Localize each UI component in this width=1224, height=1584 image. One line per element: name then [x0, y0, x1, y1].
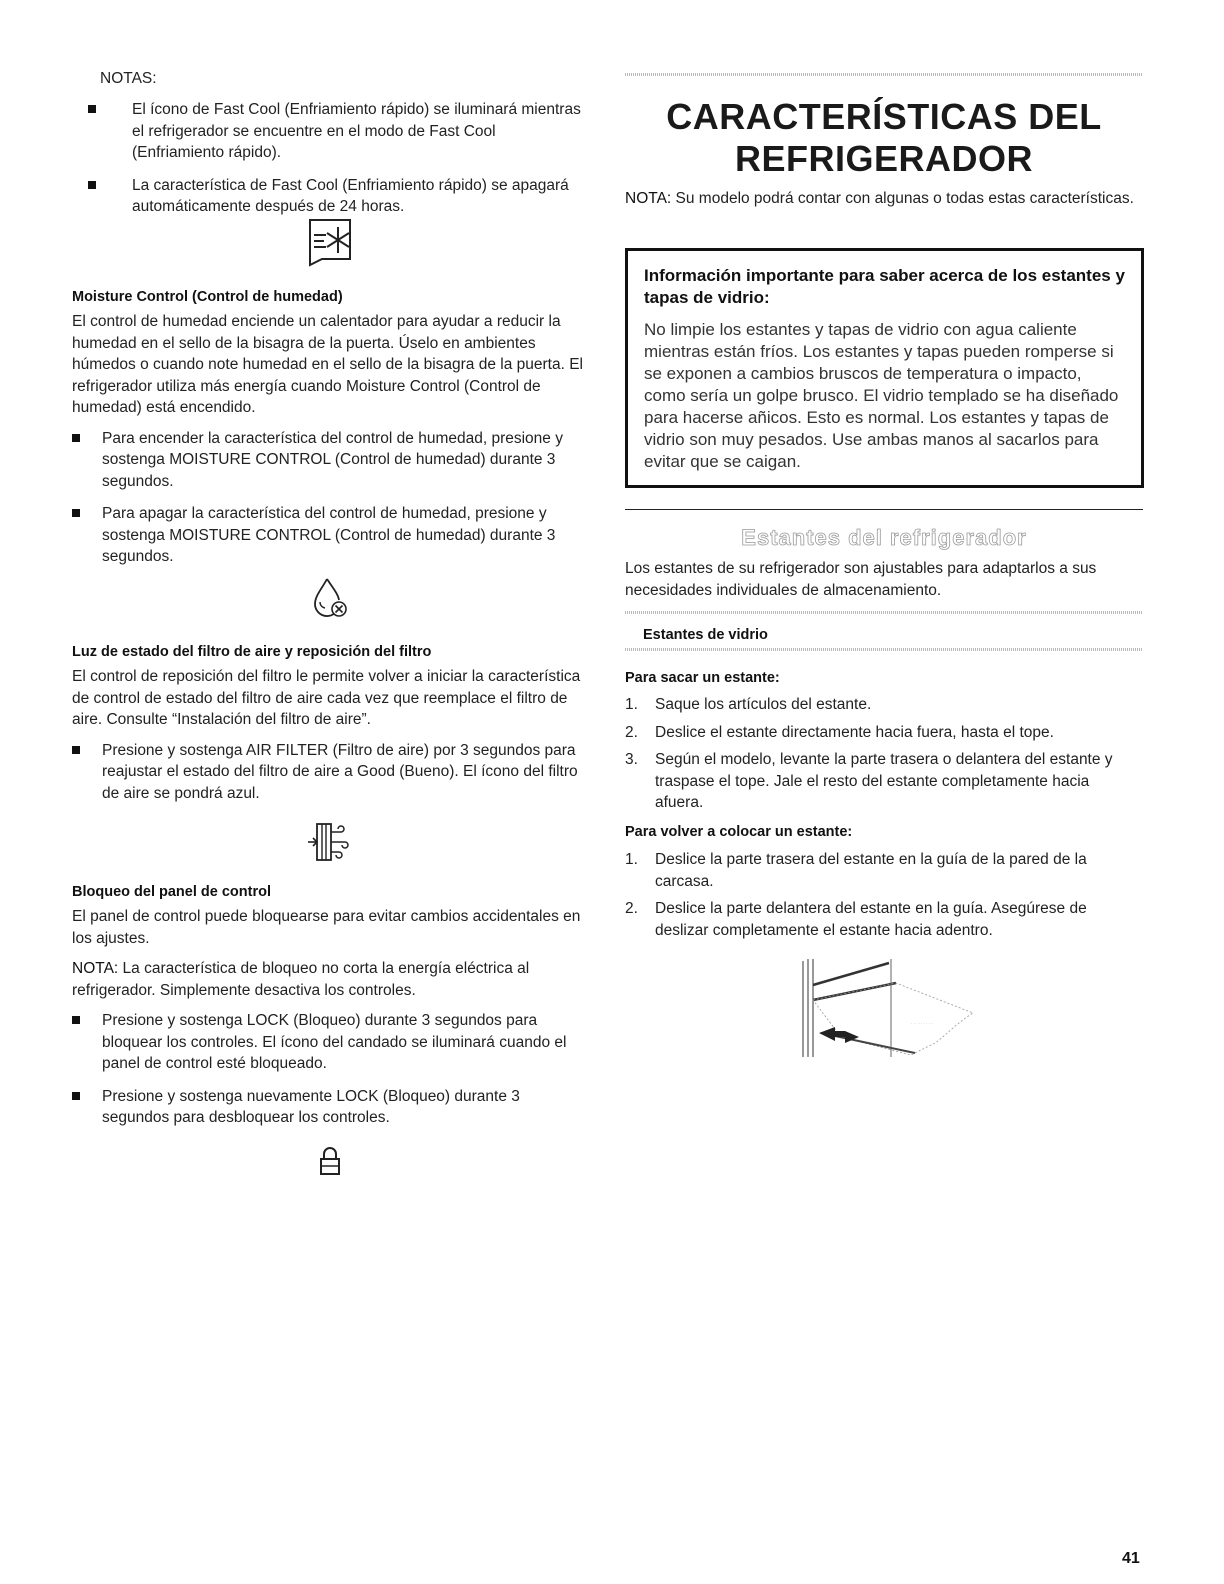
top-divider: [625, 73, 1143, 76]
glass-warning-box: [625, 248, 1144, 488]
page-title: CARACTERÍSTICAS DEL REFRIGERADOR: [666, 96, 1102, 179]
moisture-heading: Moisture Control (Control de humedad): [72, 289, 343, 305]
lock-icon: [72, 1146, 587, 1176]
subsection-heading: Estantes de vidrio: [643, 627, 768, 643]
list-item: 1. Deslice la parte trasera del estante en la guía de la pared de la carcasa.: [625, 851, 1087, 890]
shelf-illustration: [801, 955, 981, 1060]
remove-steps: [625, 694, 1135, 820]
replace-steps: [625, 849, 1139, 947]
lock-heading: Bloqueo del panel de control: [72, 884, 271, 900]
filter-body: El control de reposición del filtro le permite volver a iniciar la característica de control de estado del filtro de aire cada vez que reemplace el filtro de aire. Consulte “Instalación del filtro de aire”.: [72, 668, 581, 728]
list-item: Para apagar la característica del control de humedad, presione y sostenga MOISTURE CONTROL (Control de humedad) durante 3 segundos.: [72, 503, 587, 568]
moisture-body: El control de humedad enciende un calentador para ayudar a reducir la humedad en el sello de la bisagra de la puerta. Úselo en ambientes húmedos o cuando note humedad en el sello de la bisagra de la puerta. El refrigerador utiliza más energía cuando Moisture Control (Control de humedad) está encendido.: [72, 313, 583, 416]
remove-heading: Para sacar un estante:: [625, 670, 780, 686]
list-item: El ícono de Fast Cool (Enfriamiento rápido) se iluminará mientras el refrigerador se encuentre en el modo de Fast Cool (Enfriamiento rápido).: [72, 99, 587, 164]
filter-bullets: [72, 740, 587, 805]
list-item: 1. Saque los artículos del estante.: [625, 696, 872, 713]
notas-label: NOTAS:: [100, 70, 157, 87]
list-item: 2. Deslice el estante directamente hacia fuera, hasta el tope.: [625, 723, 1054, 741]
subsection-divider-bottom: [625, 648, 1143, 651]
filter-heading: Luz de estado del filtro de aire y reposición del filtro: [72, 644, 432, 660]
lock-bullets: [72, 1010, 587, 1129]
list-item: 3. Según el modelo, levante la parte trasera o delantera del estante y traspase el tope. Jale el resto del estante completamente hacia afuera.: [625, 751, 1113, 811]
list-item: 2. Deslice la parte delantera del estante en la guía. Asegúrese de deslizar completamente el estante hacia adentro.: [625, 900, 1087, 939]
moisture-bullets: [72, 428, 587, 568]
list-item: La característica de Fast Cool (Enfriamiento rápido) se apagará automáticamente después de 24 horas.: [72, 175, 587, 218]
moisture-icon: [72, 576, 587, 620]
section-divider: [625, 509, 1143, 510]
replace-heading: Para volver a colocar un estante:: [625, 824, 853, 840]
notas-list: [72, 99, 587, 229]
features-nota: NOTA: Su modelo podrá contar con algunas o todas estas características.: [625, 190, 1134, 207]
warning-body: No limpie los estantes y tapas de vidrio con agua caliente mientras están fríos. Los estantes y tapas pueden romperse si se exponen a cambios bruscos de temperatura o impacto, como sería un golpe brusco. El vidrio templado se ha diseñado para hacerse añicos. Esto es normal. Los estantes y tapas de vidrio son muy pesados. Use ambas manos al sacarlos para evitar que se caigan.: [644, 320, 1119, 471]
section-title: Estantes del refrigerador: [741, 525, 1027, 550]
page-number: 41: [1122, 1550, 1140, 1567]
air-filter-icon: [72, 822, 587, 862]
section-body: Los estantes de su refrigerador son ajustables para adaptarlos a sus necesidades individuales de almacenamiento.: [625, 560, 1097, 599]
warning-title: Información importante para saber acerca de los estantes y tapas de vidrio:: [644, 266, 1125, 307]
list-item: Presione y sostenga nuevamente LOCK (Bloqueo) durante 3 segundos para desbloquear los controles.: [72, 1086, 587, 1129]
subsection-divider-top: [625, 611, 1143, 614]
svg-text:· · · · · · · · ·: · · · · · · · · ·: [911, 1021, 933, 1026]
fast-cool-icon: [72, 217, 587, 267]
filter-section: [72, 642, 587, 815]
moisture-section: [72, 287, 587, 579]
list-item: Para encender la característica del control de humedad, presione y sostenga MOISTURE CONTROL (Control de humedad) durante 3 segundos.: [72, 428, 587, 493]
list-item: Presione y sostenga AIR FILTER (Filtro de aire) por 3 segundos para reajustar el estado del filtro de aire a Good (Bueno). El ícono del filtro de aire se pondrá azul.: [72, 740, 587, 805]
list-item: Presione y sostenga LOCK (Bloqueo) durante 3 segundos para bloquear los controles. El ícono del candado se iluminará cuando el panel de control esté bloqueado.: [72, 1010, 587, 1075]
lock-body: El panel de control puede bloquearse para evitar cambios accidentales en los ajustes.: [72, 908, 581, 947]
lock-nota: NOTA: La característica de bloqueo no corta la energía eléctrica al refrigerador. Simplemente desactiva los controles.: [72, 960, 530, 999]
lock-section: [72, 882, 587, 1140]
